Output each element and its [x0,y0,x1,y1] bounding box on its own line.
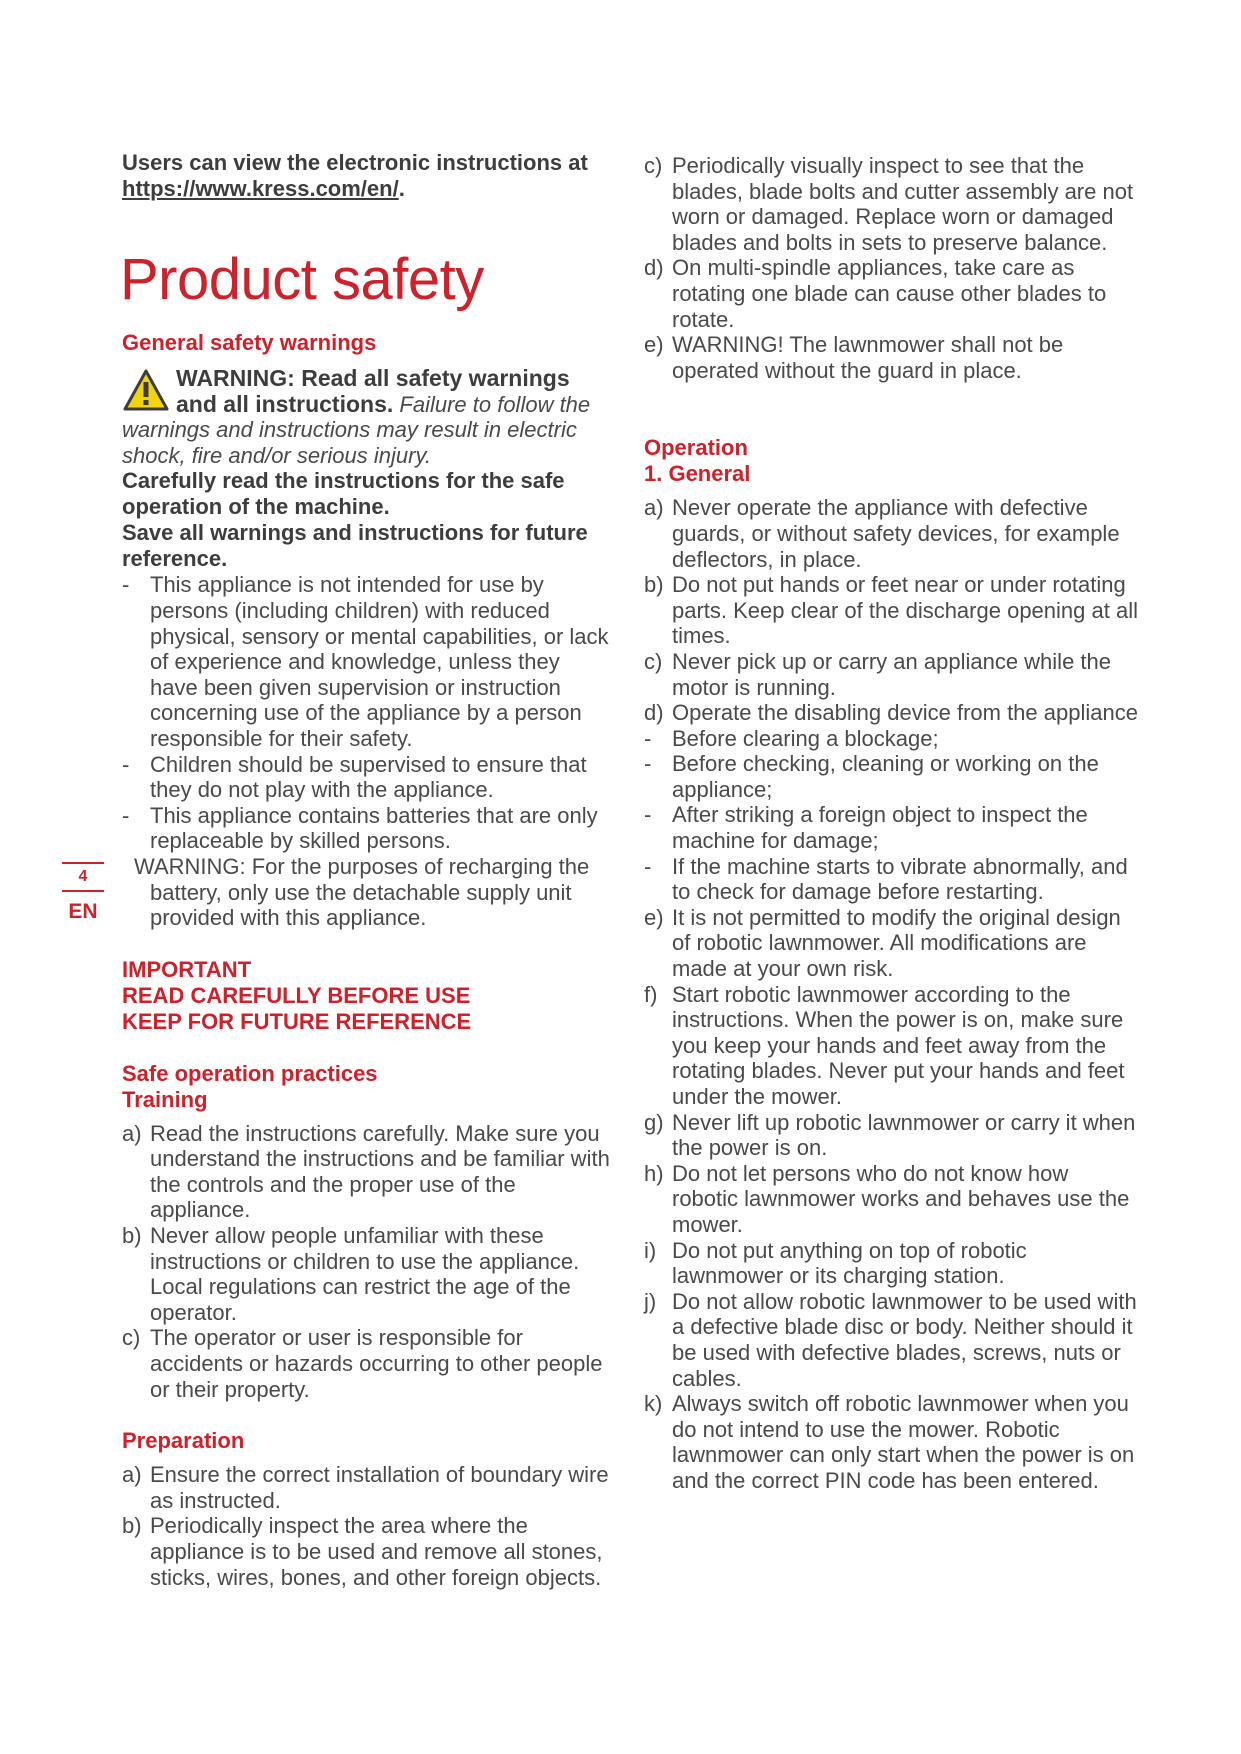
warning-title: WARNING: Read all safety warnings and all instructions. [176,365,570,417]
preparation-heading: Preparation [122,1428,245,1454]
operation-list-a [644,495,1140,725]
list-item: c) The operator or user is responsible for accidents or hazards occurring to other people or their property. [122,1325,603,1402]
right-column [644,153,1140,1494]
list-item: e) WARNING! The lawnmower shall not be operated without the guard in place. [644,332,1064,383]
list-item: - Children should be supervised to ensure that they do not play with the appliance. [122,751,587,803]
warning-triangle-icon [122,368,170,412]
list-item: c) Periodically visually inspect to see that the blades, blade bolts and cutter assembly are not worn or damaged. Replace worn or damaged blades and bolts in sets to preserve balance. [644,153,1134,255]
important-line-2: READ CAREFULLY BEFORE USE [122,982,471,1008]
warning-block [122,366,612,468]
operation-heading: Operation [644,435,748,461]
general-safety-heading: General safety warnings [122,330,377,355]
operation-dash-list [644,726,1140,905]
operation-general-heading: 1. General [644,461,751,487]
list-item: i) Do not put anything on top of robotic lawnmower or its charging station. [644,1237,1027,1289]
preparation-list-left [122,1462,612,1590]
safe-ops-heading: Safe operation practices [122,1060,378,1086]
list-item: a) Read the instructions carefully. Make sure you understand the instructions and be familiar with the controls and the proper use of the appliance. [122,1120,610,1223]
list-item: f) Start robotic lawnmower according to the instructions. When the power is on, make sure you keep your hands and feet away from the rotating blades. Never put your hands and feet under the mower. [644,981,1125,1109]
list-item: d) On multi-spindle appliances, take care as rotating one blade can cause other blades to rotate. [644,255,1107,332]
list-item: - After striking a foreign object to inspect the machine for damage; [644,802,1088,854]
list-item: a) Never operate the appliance with defective guards, or without safety devices, for example deflectors, in place. [644,495,1120,572]
list-item: g) Never lift up robotic lawnmower or carry it when the power is on. [644,1109,1136,1161]
list-item: k) Always switch off robotic lawnmower when you do not intend to use the mower. Robotic lawnmower can only start when the power is on and the correct PIN code has been entered. [644,1391,1135,1493]
bold-instruction-1: Carefully read the instructions for the safe operation of the machine. [122,468,565,520]
operation-list-b [644,905,1140,1494]
list-item: j) Do not allow robotic lawnmower to be used with a defective blade disc or body. Neither should it be used with defective blades, screws, nuts or cables. [644,1288,1137,1391]
list-item: - If the machine starts to vibrate abnormally, and to check for damage before restarting. [644,853,1128,905]
list-item: e) It is not permitted to modify the original design of robotic lawnmower. All modifications are made at your own risk. [644,904,1121,982]
divider [62,890,104,892]
list-item: - Before checking, cleaning or working on the appliance; [644,751,1099,802]
list-item: a) Ensure the correct installation of boundary wire as instructed. [122,1462,609,1513]
battery-warning: WARNING: For the purposes of recharging the battery, only use the detachable supply unit provided with this appliance. [134,853,590,931]
bold-instruction-2: Save all warnings and instructions for future reference. [122,520,588,572]
page-side-tab [62,862,104,924]
training-heading: Training [122,1086,208,1112]
important-line-1: IMPORTANT [122,956,252,982]
list-item: b) Do not put hands or feet near or under rotating parts. Keep clear of the discharge opening at all times. [644,572,1138,649]
list-item: c) Never pick up or carry an appliance while the motor is running. [644,648,1112,700]
warning-italic: Failure to follow the warnings and instructions may result in electric shock, fire and/or serious injury. [122,391,591,468]
general-dash-list [122,572,612,854]
kress-link[interactable]: https://www.kress.com/en/ [122,176,399,201]
language-code: EN [68,900,98,923]
divider [62,862,104,864]
list-item: - This appliance contains batteries that are only replaceable by skilled persons. [122,802,598,854]
left-column [122,150,612,1590]
list-item: - This appliance is not intended for use by persons (including children) with reduced physical, sensory or mental capabilities, or lack of experience and knowledge, unless they have been given supervision or instruction concerning use of the appliance by a person responsible for their safety. [122,572,609,751]
page-number: 4 [78,868,88,885]
training-list [122,1121,612,1403]
page-title: Product safety [120,247,484,312]
list-item: - Before clearing a blockage; [644,725,939,751]
list-item: d) Operate the disabling device from the appliance [644,700,1138,726]
list-item: b) Periodically inspect the area where the appliance is to be used and remove all stones, sticks, wires, bones, and other foreign objects. [122,1513,603,1590]
list-item: b) Never allow people unfamiliar with these instructions or children to use the appliance. Local regulations can restrict the age of the operator. [122,1223,580,1325]
preparation-list-right [644,153,1140,383]
list-item: h) Do not let persons who do not know how robotic lawnmower works and behaves use the mower. [644,1160,1130,1237]
intro-text: Users can view the electronic instructions at https://www.kress.com/en/. [122,150,588,201]
important-line-3: KEEP FOR FUTURE REFERENCE [122,1008,472,1034]
